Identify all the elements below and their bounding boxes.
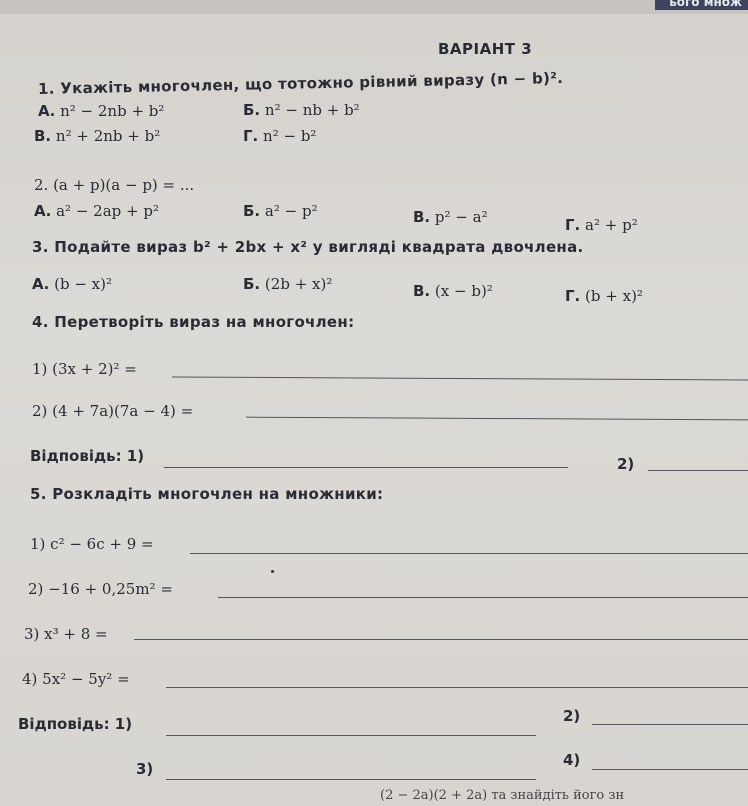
q5-answer-4-label: 4) — [563, 751, 581, 769]
q5-answer-3-label: 3) — [136, 760, 154, 778]
q3-option-v-letter: В. — [413, 282, 431, 300]
q3-option-v-expr: (x − b)² — [434, 282, 493, 300]
q2-option-g-letter: Г. — [565, 216, 581, 234]
q1-option-v — [34, 127, 160, 145]
q2-option-v — [413, 208, 488, 226]
q2-option-a-letter: А. — [34, 202, 52, 220]
q4-item-1-answer-line[interactable] — [172, 376, 748, 380]
q2-option-v-letter: В. — [413, 208, 431, 226]
q2-option-b-expr: a² − p² — [264, 202, 318, 220]
q3-option-b-expr: (2b + x)² — [264, 275, 333, 293]
page-top-edge — [0, 0, 748, 14]
question-2-text: 2. (a + p)(a − p) = ... — [34, 176, 195, 194]
q4-answer-2-label: 2) — [617, 455, 635, 473]
q3-option-a-expr: (b − x)² — [54, 275, 112, 293]
question-4-text: 4. Перетворіть вираз на многочлен: — [32, 313, 355, 331]
q3-option-b-letter: Б. — [243, 275, 261, 293]
q4-item-2: 2) (4 + 7a)(7a − 4) = — [32, 402, 194, 420]
q4-answer-label: Відповідь: 1) — [30, 447, 145, 465]
q2-option-g-expr: a² + p² — [585, 216, 638, 234]
q5-item-1-answer-line[interactable] — [190, 553, 748, 554]
q3-option-a — [32, 275, 112, 293]
q1-option-v-expr: n² + 2nb + b² — [55, 127, 161, 145]
q1-option-b-expr: n² − nb + b² — [264, 101, 360, 119]
q2-option-v-expr: p² − a² — [434, 208, 488, 226]
q1-option-a-letter: А. — [38, 102, 56, 120]
q3-option-v — [413, 282, 493, 300]
q1-option-g-expr: n² − b² — [263, 127, 317, 145]
question-3-text: 3. Подайте вираз b² + 2bx + x² у вигляді квадрата двочлена. — [32, 238, 584, 256]
q5-item-3-answer-line[interactable] — [134, 639, 748, 640]
q3-option-a-letter: А. — [32, 275, 50, 293]
variant-title: ВАРІАНТ 3 — [438, 40, 533, 58]
q5-answer-4-line[interactable] — [592, 769, 748, 770]
q4-item-1: 1) (3x + 2)² = — [32, 360, 137, 378]
section-header: ього множ — [655, 0, 748, 10]
q1-option-a-expr: n² − 2nb + b² — [60, 102, 165, 120]
q5-item-2-answer-line[interactable] — [218, 597, 748, 598]
paper-speck — [271, 570, 274, 573]
q4-item-2-answer-line[interactable] — [246, 417, 748, 421]
q5-item-4-answer-line[interactable] — [166, 687, 748, 688]
q2-option-a-expr: a² − 2ap + p² — [56, 202, 159, 220]
q5-answer-label: Відповідь: 1) — [18, 715, 133, 733]
q1-option-v-letter: В. — [34, 127, 52, 145]
q5-answer-2-label: 2) — [563, 707, 581, 725]
q1-option-b — [243, 101, 360, 119]
q1-option-g-letter: Г. — [243, 127, 259, 145]
q1-option-g — [243, 127, 316, 145]
q3-option-g-expr: (b + x)² — [585, 287, 643, 305]
q4-answer-1-line[interactable] — [164, 467, 568, 468]
q5-item-1: 1) c² − 6c + 9 = — [30, 535, 154, 553]
q2-option-b-letter: Б. — [243, 202, 261, 220]
q2-option-a — [34, 202, 159, 220]
q5-item-4: 4) 5x² − 5y² = — [22, 670, 130, 688]
q5-item-3: 3) x³ + 8 = — [24, 625, 108, 643]
q3-option-g — [565, 287, 643, 305]
q5-answer-1-line[interactable] — [166, 735, 536, 736]
q3-option-b — [243, 275, 332, 293]
question-5-text: 5. Розкладіть многочлен на множники: — [30, 485, 384, 503]
question-1-text: 1. Укажіть многочлен, що тотожно рівний виразу (n − b)². — [37, 69, 564, 98]
q1-option-a — [38, 102, 164, 120]
q4-answer-2-line[interactable] — [648, 470, 748, 471]
next-question-partial-text: (2 − 2a)(2 + 2a) та знайдіть його зн — [380, 788, 625, 803]
q2-option-g — [565, 216, 638, 234]
q5-answer-2-line[interactable] — [592, 724, 748, 725]
q1-option-b-letter: Б. — [243, 101, 261, 119]
q5-answer-3-line[interactable] — [166, 779, 536, 780]
q2-option-b — [243, 202, 318, 220]
q3-option-g-letter: Г. — [565, 287, 581, 305]
q5-item-2: 2) −16 + 0,25m² = — [28, 580, 173, 598]
